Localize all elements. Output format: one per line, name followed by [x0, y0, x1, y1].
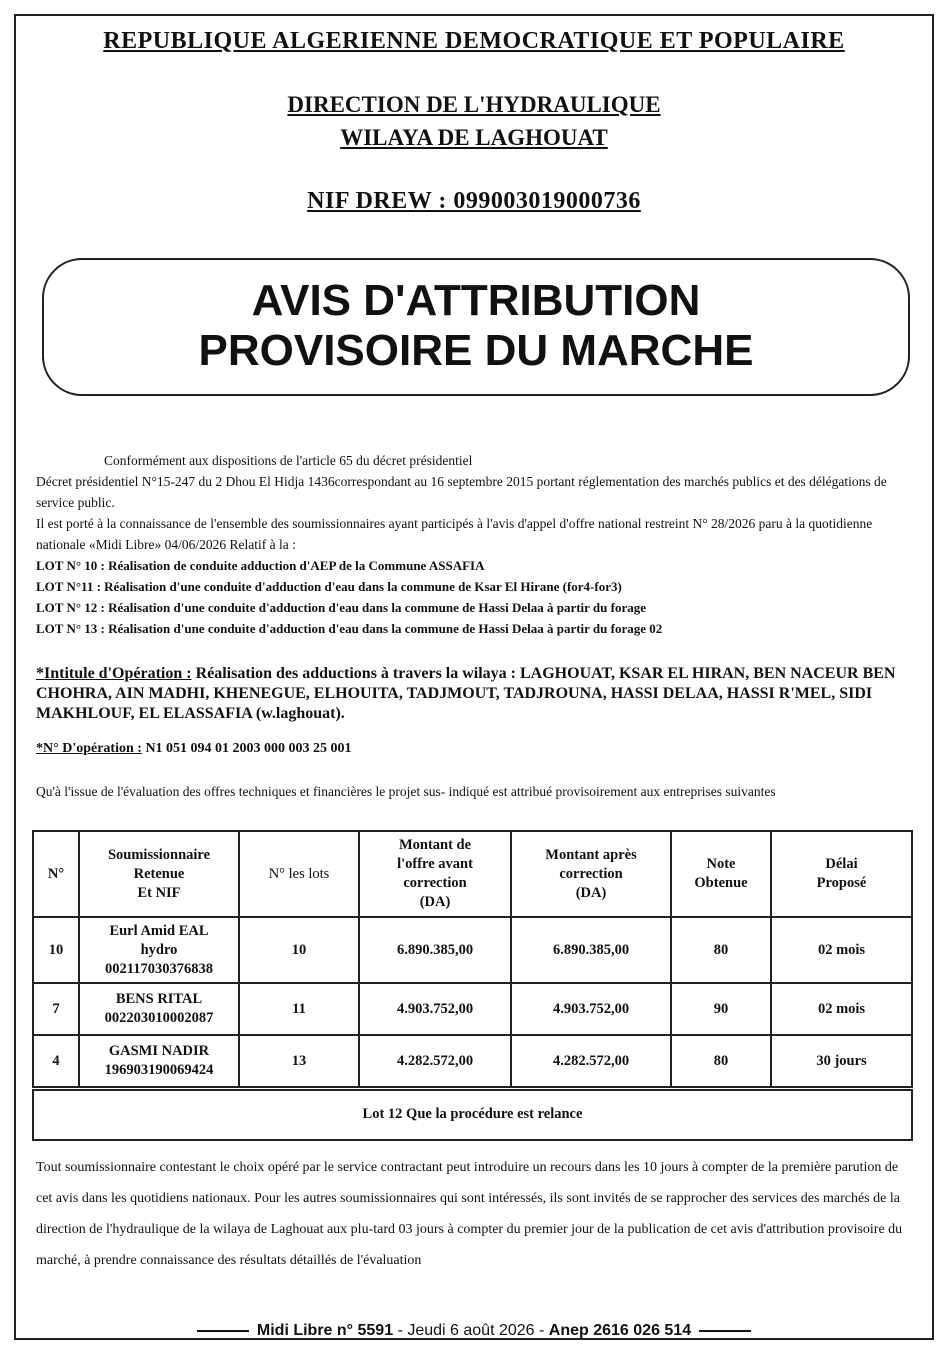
header-line: Proposé: [816, 875, 867, 891]
cell-montant-apres: 4.282.572,00: [511, 1035, 671, 1087]
table-row: [33, 1035, 912, 1087]
col-header-montant-avant: [359, 831, 511, 917]
cell-soumissionnaire: [79, 917, 239, 983]
lot-text: Réalisation d'une conduite d'adduction d'eau dans la commune de Hassi Delaa à partir du forage 02: [108, 621, 663, 636]
company-name: GASMI NADIR: [108, 1043, 210, 1059]
col-header-delai: [771, 831, 912, 917]
table-row: [33, 917, 912, 983]
lot-12-relance-note: Lot 12 Que la procédure est relance: [32, 1089, 913, 1141]
company-nif: 196903190069424: [104, 1062, 214, 1078]
notice-title-line1: AVIS D'ATTRIBUTION: [251, 276, 701, 325]
header-line: (DA): [575, 884, 607, 901]
footer-rule-left: [197, 1330, 249, 1332]
operation-number-label: *N° D'opération :: [36, 741, 142, 756]
cell-note: 80: [671, 917, 771, 983]
intro-paragraph-3: Il est porté à la connaissance de l'ensemble des soumissionnaires ayant participés à l'avis d'appel d'offre national restreint N° 28/2026 paru à la quotidienne nationale «Midi Libre» 04/06/2026 Relatif à la :: [36, 516, 873, 552]
col-header-num: N°: [33, 831, 79, 917]
cell-montant-apres: 4.903.752,00: [511, 983, 671, 1035]
cell-montant-avant: 4.282.572,00: [359, 1035, 511, 1087]
header-line: Et NIF: [137, 884, 181, 901]
republique-header: REPUBLIQUE ALGERIENNE DEMOCRATIQUE ET POPULAIRE: [103, 28, 845, 54]
cell-lot: 13: [239, 1035, 359, 1087]
col-header-lots: N° les lots: [239, 831, 359, 917]
lot-item: [36, 555, 916, 576]
cell-num: 7: [33, 983, 79, 1035]
lot-label: LOT N° 12 :: [36, 600, 105, 615]
header-line: (DA): [419, 894, 451, 910]
cell-num: 10: [33, 917, 79, 983]
col-header-soumissionnaire: [79, 831, 239, 917]
operation-title-text: Réalisation des adductions à travers la wilaya : LAGHOUAT, KSAR EL HIRAN, BEN NACEUR BEN CHOHRA, AIN MADHI, KHENEGUE, ELHOUITA, TADJMOUT, TADJROUNA, HASSI DELAA, HASSI R'MEL, SIDI MAKHLOUF, EL ELASSAFIA (w.laghouat).: [36, 665, 896, 722]
direction-header: DIRECTION DE L'HYDRAULIQUE: [287, 92, 661, 117]
cell-note: 80: [671, 1035, 771, 1087]
nif-header: NIF DREW : 099003019000736: [307, 188, 641, 214]
operation-number: [36, 741, 352, 757]
header-line: l'offre avant: [397, 856, 473, 872]
header-line: Montant après: [545, 846, 637, 863]
lot-text: Réalisation d'une conduite d'adduction d'eau dans la commune de Hassi Delaa à partir du forage: [108, 600, 647, 615]
cell-num: 4: [33, 1035, 79, 1087]
header-line: Retenue: [133, 865, 185, 882]
company-name: hydro: [140, 941, 178, 958]
header-line: Soumissionnaire: [107, 846, 211, 863]
cell-montant-apres: 6.890.385,00: [511, 917, 671, 983]
header-line: Montant de: [398, 837, 472, 853]
header-line: Obtenue: [694, 875, 748, 891]
attribution-table: [32, 830, 913, 1088]
lot-text: Réalisation d'une conduite d'adduction d'eau dans la commune de Ksar El Hirane (for4-for3): [104, 579, 622, 594]
cell-lot: 11: [239, 983, 359, 1035]
footer-anep: Anep 2616 026 514: [548, 1322, 692, 1339]
table-row: [33, 983, 912, 1035]
lot-item: [36, 597, 916, 618]
operation-title: [36, 664, 916, 724]
intro-paragraph-2: Décret présidentiel N°15-247 du 2 Dhou El Hidja 1436correspondant au 16 septembre 2015 portant réglementation des marchés publics et des délégations de service public.: [36, 474, 887, 510]
table-header-row: [33, 831, 912, 917]
footer-date: - Jeudi 6 août 2026 -: [397, 1322, 545, 1339]
notice-title-line2: PROVISOIRE DU MARCHE: [198, 326, 754, 375]
wilaya-header: WILAYA DE LAGHOUAT: [340, 125, 608, 150]
footer-rule-right: [699, 1330, 751, 1332]
contest-paragraph: Tout soumissionnaire contestant le choix opéré par le service contractant peut introduire un recours dans les 10 jours à compter de la première parution de cet avis dans les quotidiens nationaux. Pour les autres soumissionnaires qui sont intéressés, ils sont invités de se rapprocher des services des marchés de la direction de l'hydraulique de la wilaya de Laghouat aux plu-tard 03 jours à compter du premier jour de la publication de cet avis d'attribution provisoire du marché, à prendre connaissance des résultats détaillés de l'évaluation: [36, 1160, 903, 1268]
cell-delai: 02 mois: [771, 983, 912, 1035]
header-line: correction: [559, 865, 623, 882]
lot-text: Réalisation de conduite adduction d'AEP de la Commune ASSAFIA: [108, 558, 485, 573]
notice-title-box: [42, 258, 910, 396]
cell-note: 90: [671, 983, 771, 1035]
lot-item: [36, 618, 916, 639]
intro-paragraph-1: Conformément aux dispositions de l'article 65 du décret présidentiel: [104, 453, 473, 468]
col-header-montant-apres: [511, 831, 671, 917]
cell-montant-avant: 6.890.385,00: [359, 917, 511, 983]
header-line: Délai: [825, 856, 858, 872]
operation-number-value: N1 051 094 01 2003 000 003 25 001: [145, 741, 352, 756]
company-nif: 002203010002087: [104, 1010, 214, 1026]
cell-montant-avant: 4.903.752,00: [359, 983, 511, 1035]
publication-footer: [0, 1322, 948, 1340]
evaluation-text: Qu'à l'issue de l'évaluation des offres techniques et financières le projet sus- indiqué est attribué provisoirement aux entreprises suivantes: [36, 784, 776, 799]
cell-lot: 10: [239, 917, 359, 983]
operation-title-label: *Intitule d'Opération :: [36, 665, 192, 682]
cell-soumissionnaire: [79, 983, 239, 1035]
cell-delai: 02 mois: [771, 917, 912, 983]
company-nif: 002117030376838: [105, 960, 213, 977]
intro-section: [36, 450, 916, 639]
company-name: BENS RITAL: [115, 991, 203, 1007]
lot-label: LOT N° 10 :: [36, 558, 105, 573]
cell-delai: 30 jours: [771, 1035, 912, 1087]
footer-paper: Midi Libre n° 5591: [256, 1322, 394, 1339]
col-header-note: [671, 831, 771, 917]
company-name: Eurl Amid EAL: [109, 922, 209, 939]
lot-item: [36, 576, 916, 597]
header-line: correction: [403, 875, 467, 891]
lot-label: LOT N° 13 :: [36, 621, 105, 636]
header-line: Note: [706, 856, 736, 872]
lot-label: LOT N°11 :: [36, 579, 101, 594]
cell-soumissionnaire: [79, 1035, 239, 1087]
